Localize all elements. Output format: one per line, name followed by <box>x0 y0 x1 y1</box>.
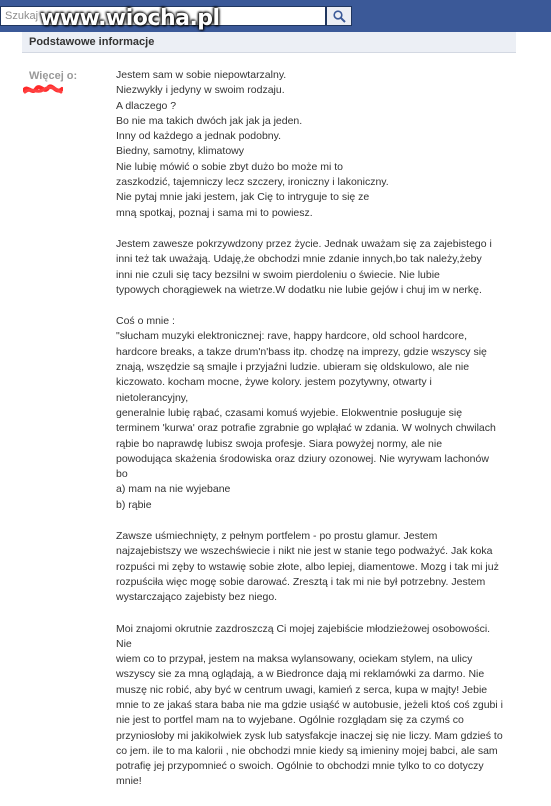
about-paragraph-5: Moi znajomi okrutnie zazdroszczą Ci mojej zajebiście młodzieżowej osobowości. Nie wiem co to przypał, jestem na maksa wylansowany, ociekam stylem, na ulicy wszyscy sie za mną oglądają, a w Biedronce dają mi reklamówki za darmo. Nie muszę nic robić, aby być w centrum uwagi, kamień z serca, kupa w majty! Jebie mnie to ze jakaś stara baba nie ma gdzie usiąść w autobusie, jeżeli ktoś coś zgubi i nie jest to portfel mam na to wyjebane. Ogólnie rozglądam się za czymś co przyniosłoby mi jakikolwiek zysk lub satysfakcje inaczej się nie liczy. Mam gdzieś to co jem. ile to ma kalorii , nie obchodzi mnie kiedy są imieniny mojej babci, ale sam potrafię jej przypomnieć o swoich. Ogólnie to obchodzi mnie tylko to co dotyczy mnie! <box>116 622 503 788</box>
section-header <box>22 32 516 53</box>
about-paragraph-4: Zawsze uśmiechnięty, z pełnym portfelem - po prostu glamur. Jestem najzajebistszy we wszechświecie i nikt nie jest w stanie tego podważyć. Jak koka rozpuści mi zęby to wstawię sobie złote, albo lepiej, diamentowe. Mozg i tak mi już rozpuściła więc mogę sobie darować. Zresztą i tak mi nie był potrzebny. Jestem wystarczająco zajebisty bez niego. <box>116 530 499 604</box>
watermark-logo: www.wiocha.pl <box>40 6 220 31</box>
top-bar <box>0 0 551 32</box>
about-paragraph-3: Coś o mnie : "słucham muzyki elektronicznej: rave, happy hardcore, old school hardcore, hardcore breaks, a takze drum'n'bass itp. chodzę na imprezy, gdzie wszyscy się znają, wszędzie są smajle i przyjaźni ludzie. ubieram się oldskulowo, ale nie kiczowato. kocham mocne, żywe kolory. jestem pozytywny, otwarty i nietolerancyjny, generalnie lubię rąbać, czasami komuś wyjebie. Elokwentnie posługuje się terminem 'kurwa' oraz potrafie zgrabnie go wpląłać w zdania. W wolnych chwilach rąbie bo naprawdę lubisz swoja profesje. Siara powyżej normy, ale nie powodująca skażenia środowiska oraz dziury ozonowej. Nie wyrywam lachonów bo a) mam na nie wyjebane b) rąbie <box>116 315 496 511</box>
magnifier-icon <box>333 10 346 23</box>
redacted-name-scribble <box>23 84 63 96</box>
section-title: Podstawowe informacje <box>29 36 155 48</box>
about-paragraph-2: Jestem zawesze pokrzywdzony przez życie. Jednak uważam się za zajebistego i inni też tak uważają. Udaję,że obchodzi mnie zdanie innych,bo tak należy,żeby inni nie czuli się tacy bezsilni w swoim pierdoleniu o świecie. Nie lubie typowych chorągiewek na wietrze.W dodatku nie lubie gejów i chuj im w nerkę. <box>116 237 492 296</box>
about-paragraph-1: Jestem sam w sobie niepowtarzalny. Niezwykły i jedyny w swoim rodzaju. A dlaczego ? Bo nie ma takich dwóch jak jak ja jeden. Inny od każdego a jednak podobny. Biedny, samotny, klimatowy Nie lubię mówić o sobie zbyt dużo bo może mi to zaszkodzić, tajemniczy lecz szczery, ironiczny i lakoniczny. Nie pytaj mnie jaki jestem, jak Cię to intryguje to się ze mną spotkaj, poznaj i sama mi to powiesz. <box>116 69 389 219</box>
search-placeholder: Szukaj <box>5 10 39 22</box>
about-content <box>116 68 504 806</box>
more-about-label: Więcej o: <box>29 70 78 82</box>
search-button[interactable] <box>326 6 352 26</box>
